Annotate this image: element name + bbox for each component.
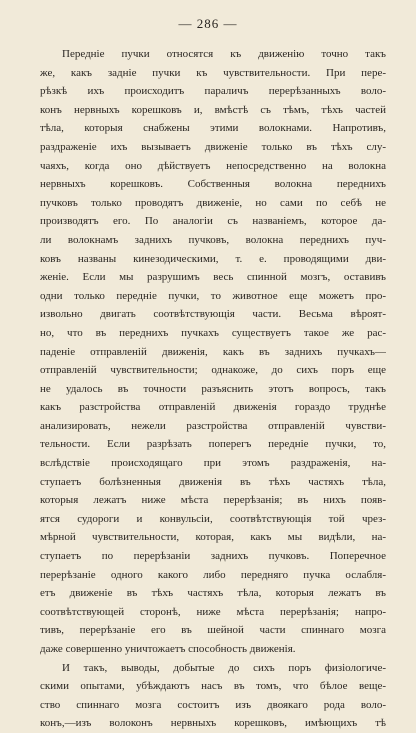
text-line: же, какъ задніе пучки къ чувствительности. При пере- xyxy=(40,66,386,79)
text-line: не удалось въ точности разъяснить этотъ вопросъ, такъ xyxy=(40,382,386,395)
body-text xyxy=(40,45,386,733)
text-line: тѣла, которыя снабжены этими волокнами. Напротивъ, xyxy=(40,122,386,135)
text-line: ли волокнамъ заднихъ пучковъ, волокна переднихъ пуч- xyxy=(40,233,386,246)
text-line: соотвѣтствующей сторонѣ, ниже мѣста перерѣзанія; напро- xyxy=(40,605,386,618)
text-line: которыя лежатъ ниже мѣста перерѣзанія; въ нихъ появ- xyxy=(40,494,386,507)
text-line: ступаетъ болѣзненныя движенія въ тѣхъ частяхъ тѣла, xyxy=(40,475,386,488)
text-line: конъ,—изъ волоконъ нервныхъ корешковъ, имѣющихъ тѣ xyxy=(40,717,386,730)
text-line: даже совершенно уничтожаетъ способность движенія. xyxy=(40,643,296,655)
text-line: ступаетъ по перерѣзаніи заднихъ пучковъ. Поперечное xyxy=(40,550,386,563)
text-line: отправленій чувствительности; однакоже, до сихъ поръ еще xyxy=(40,364,386,377)
text-line: ятся судороги и конвульсіи, соотвѣтствующія той чрез- xyxy=(40,512,386,525)
text-line: анализировать, нежели разстройства отправленій чувстви- xyxy=(40,419,386,432)
text-line: одни только передніе пучки, то животное еще можетъ про- xyxy=(40,289,386,302)
text-line: пучковъ только проводятъ движеніе, но сами по себѣ не xyxy=(40,196,386,209)
text-line: етъ движеніе въ тѣхъ частяхъ тѣла, которыя лежатъ въ xyxy=(40,587,386,600)
text-line: производятъ его. По аналогіи съ названіемъ, которое да- xyxy=(40,215,386,228)
text-line: перерѣзаніе одного какого либо передняго пучка ослабля- xyxy=(40,568,386,581)
text-line: чаяхъ, когда оно дѣйствуетъ непосредственно на волокна xyxy=(40,159,386,172)
text-line: женіе. Если мы разрушимъ весь спинной мозгъ, оставивъ xyxy=(40,271,386,284)
text-line: рѣзкѣ ихъ происходитъ параличъ перерѣзанныхъ воло- xyxy=(40,85,386,98)
text-line: нервныхъ корешковъ. Собственныя волокна переднихъ xyxy=(40,178,386,191)
text-line: конъ нервныхъ корешковъ и, вмѣстѣ съ тѣмъ, тѣхъ частей xyxy=(40,103,386,116)
text-line: И такъ, выводы, добытые до сихъ поръ физіологиче- xyxy=(62,661,386,674)
text-line: скими опытами, убѣждаютъ насъ въ томъ, что бѣлое веще- xyxy=(40,680,386,693)
text-line: Передніе пучки относятся къ движенію точно такъ xyxy=(62,48,386,60)
text-line: вслѣдствіе происходящаго при этомъ раздраженія, на- xyxy=(40,457,386,470)
page-number: — 286 — xyxy=(178,16,238,31)
text-line: тивъ, перерѣзаніе его въ шейной части спиннаго мозга xyxy=(40,624,386,637)
text-line: паденіе отправленій движенія, какъ въ заднихъ пучкахъ— xyxy=(40,345,386,358)
text-line: но, что въ переднихъ пучкахъ существуетъ такое же рас- xyxy=(40,326,386,339)
text-line: ство спиннаго мозга состоитъ изъ двоякаго рода воло- xyxy=(40,698,386,711)
text-line: какъ разстройства отправленій движенія гораздо труднѣе xyxy=(40,401,386,414)
text-line: ковъ названы кинезодическими, т. е. проводящими дви- xyxy=(40,252,386,265)
text-line: извольно двигать соотвѣтствующія части. Весьма вѣроят- xyxy=(40,308,386,321)
text-line: тельности. Если разрѣзать поперегъ передніе пучки, то, xyxy=(40,438,386,451)
text-line: раздраженіе ихъ вызываетъ движеніе только въ тѣхъ слу- xyxy=(40,140,386,153)
text-line: мѣрной чувствительности, которая, какъ мы видѣли, на- xyxy=(40,531,386,544)
